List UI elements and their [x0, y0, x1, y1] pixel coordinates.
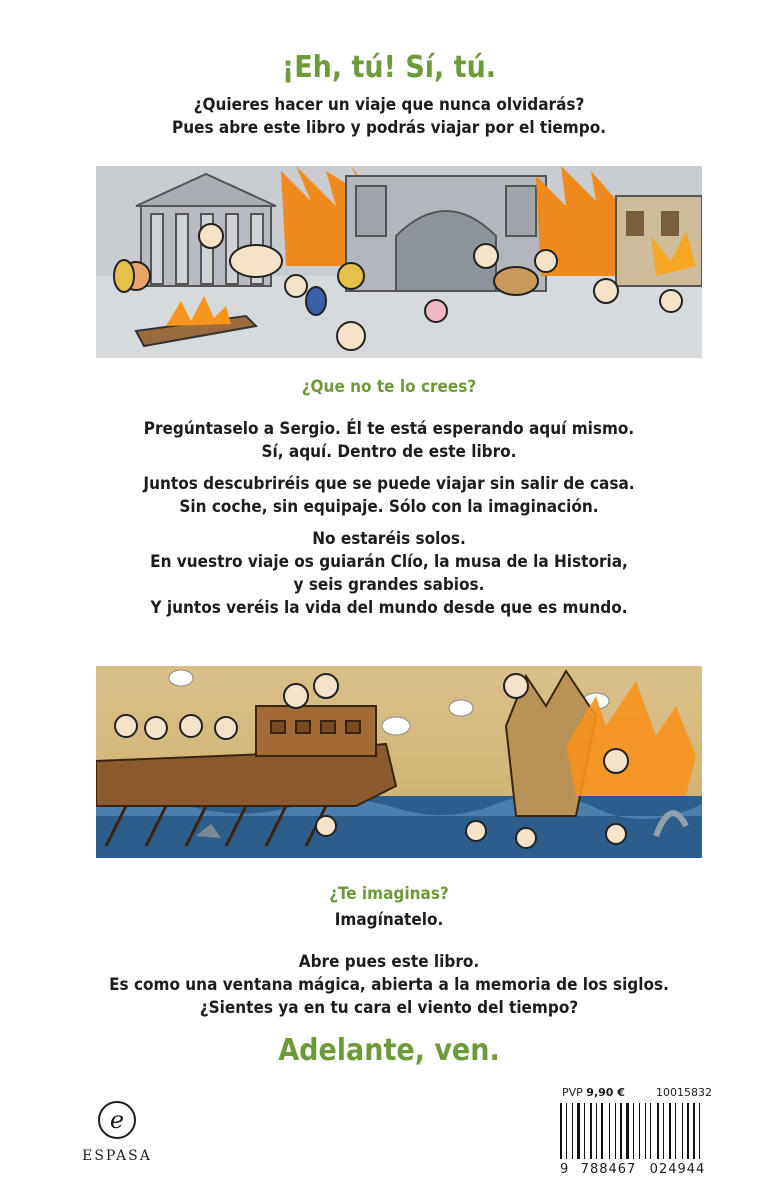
barcode-bar	[620, 1103, 622, 1159]
barcode-bar	[682, 1103, 683, 1159]
section2-subtitle: ¿Te imaginas?	[329, 884, 449, 904]
barcode-bar	[623, 1103, 624, 1159]
barcode-bar	[687, 1103, 689, 1159]
barcode-bar	[675, 1103, 676, 1159]
section1-subtitle: ¿Que no te lo crees?	[301, 377, 477, 397]
text-line: Y juntos veréis la vida del mundo desde que es mundo.	[150, 598, 628, 618]
section2-line: Imagínatelo.	[334, 910, 444, 930]
barcode-bar	[593, 1103, 594, 1159]
text-line: Sin coche, sin equipaje. Sólo con la imaginación.	[179, 497, 599, 517]
barcode-bar	[650, 1103, 651, 1159]
barcode-bar	[581, 1103, 582, 1159]
text-line: y seis grandes sabios.	[293, 575, 485, 595]
text-line: No estaréis solos.	[312, 529, 466, 549]
intro-text	[0, 94, 778, 140]
barcode-bar	[672, 1103, 673, 1159]
product-code: 10015832	[656, 1086, 712, 1099]
barcode-bar	[601, 1103, 603, 1159]
barcode-bar	[696, 1103, 697, 1159]
section2-text	[0, 951, 778, 1020]
intro-line: Pues abre este libro y podrás viajar por el tiempo.	[171, 118, 607, 138]
barcode-bar	[630, 1103, 631, 1159]
barcode-bar	[641, 1103, 643, 1159]
price-label: PVP	[562, 1086, 583, 1099]
barcode	[560, 1103, 712, 1159]
roman-city-battle-illustration	[96, 166, 702, 358]
barcode-bar	[699, 1103, 700, 1159]
logo-letter: e	[109, 1106, 125, 1134]
barcode-bar	[665, 1103, 667, 1159]
barcode-bar	[590, 1103, 592, 1159]
text-line: En vuestro viaje os guiarán Clío, la musa de la Historia,	[150, 552, 628, 572]
barcode-bar	[560, 1103, 562, 1159]
text-line: Juntos descubriréis que se puede viajar sin salir de casa.	[143, 474, 635, 494]
barcode-bar	[568, 1103, 570, 1159]
headline: ¡Eh, tú! Sí, tú.	[281, 50, 497, 85]
barcode-bar	[617, 1103, 618, 1159]
text-line: Es como una ventana mágica, abierta a la memoria de los siglos.	[109, 975, 669, 995]
barcode-bar	[611, 1103, 613, 1159]
barcode-bar	[635, 1103, 637, 1159]
price-amount: 9,90 €	[586, 1086, 625, 1099]
barcode-bar	[669, 1103, 671, 1159]
isbn-first-digit: 9	[560, 1162, 569, 1177]
barcode-bar	[577, 1103, 580, 1159]
barcode-bar	[693, 1103, 695, 1159]
text-line: Pregúntaselo a Sergio. Él te está esperando aquí mismo.	[143, 419, 635, 439]
barcode-bar	[615, 1103, 616, 1159]
barcode-bar	[574, 1103, 575, 1159]
barcode-bar	[647, 1103, 648, 1159]
price-row	[562, 1086, 712, 1099]
closing-line: Adelante, ven.	[278, 1033, 500, 1068]
paragraph	[0, 528, 778, 620]
barcode-bar	[563, 1103, 564, 1159]
barcode-bar	[684, 1103, 685, 1159]
paragraph	[0, 473, 778, 519]
barcode-bar	[657, 1103, 659, 1159]
naval-battle-illustration	[96, 666, 702, 858]
barcode-bar	[645, 1103, 646, 1159]
barcode-bar	[584, 1103, 585, 1159]
barcode-bar	[652, 1103, 655, 1159]
barcode-bar	[566, 1103, 567, 1159]
isbn-group: 024944	[649, 1162, 706, 1177]
text-line: Sí, aquí. Dentro de este libro.	[261, 442, 517, 462]
barcode-bar	[663, 1103, 664, 1159]
paragraph	[0, 418, 778, 464]
text-line: Abre pues este libro.	[298, 952, 480, 972]
barcode-bar	[609, 1103, 610, 1159]
price-tag	[562, 1086, 625, 1099]
barcode-bar	[677, 1103, 680, 1159]
barcode-bar	[633, 1103, 634, 1159]
section1-text	[0, 418, 778, 620]
barcode-bar	[586, 1103, 588, 1159]
espasa-logo-icon	[97, 1100, 137, 1140]
barcode-bar	[626, 1103, 629, 1159]
publisher-name: ESPASA	[82, 1148, 152, 1164]
intro-line: ¿Quieres hacer un viaje que nunca olvidarás?	[193, 95, 585, 115]
barcode-bar	[572, 1103, 573, 1159]
barcode-bar	[701, 1103, 703, 1159]
publisher-logo	[72, 1100, 162, 1164]
text-line: ¿Sientes ya en tu cara el viento del tiempo?	[199, 998, 579, 1018]
barcode-bar	[598, 1103, 599, 1159]
barcode-bar	[690, 1103, 691, 1159]
barcode-bar	[639, 1103, 640, 1159]
barcode-bar	[596, 1103, 597, 1159]
barcode-bar	[604, 1103, 607, 1159]
isbn-group: 788467	[580, 1162, 637, 1177]
isbn-number	[560, 1162, 712, 1177]
barcode-bar	[660, 1103, 661, 1159]
